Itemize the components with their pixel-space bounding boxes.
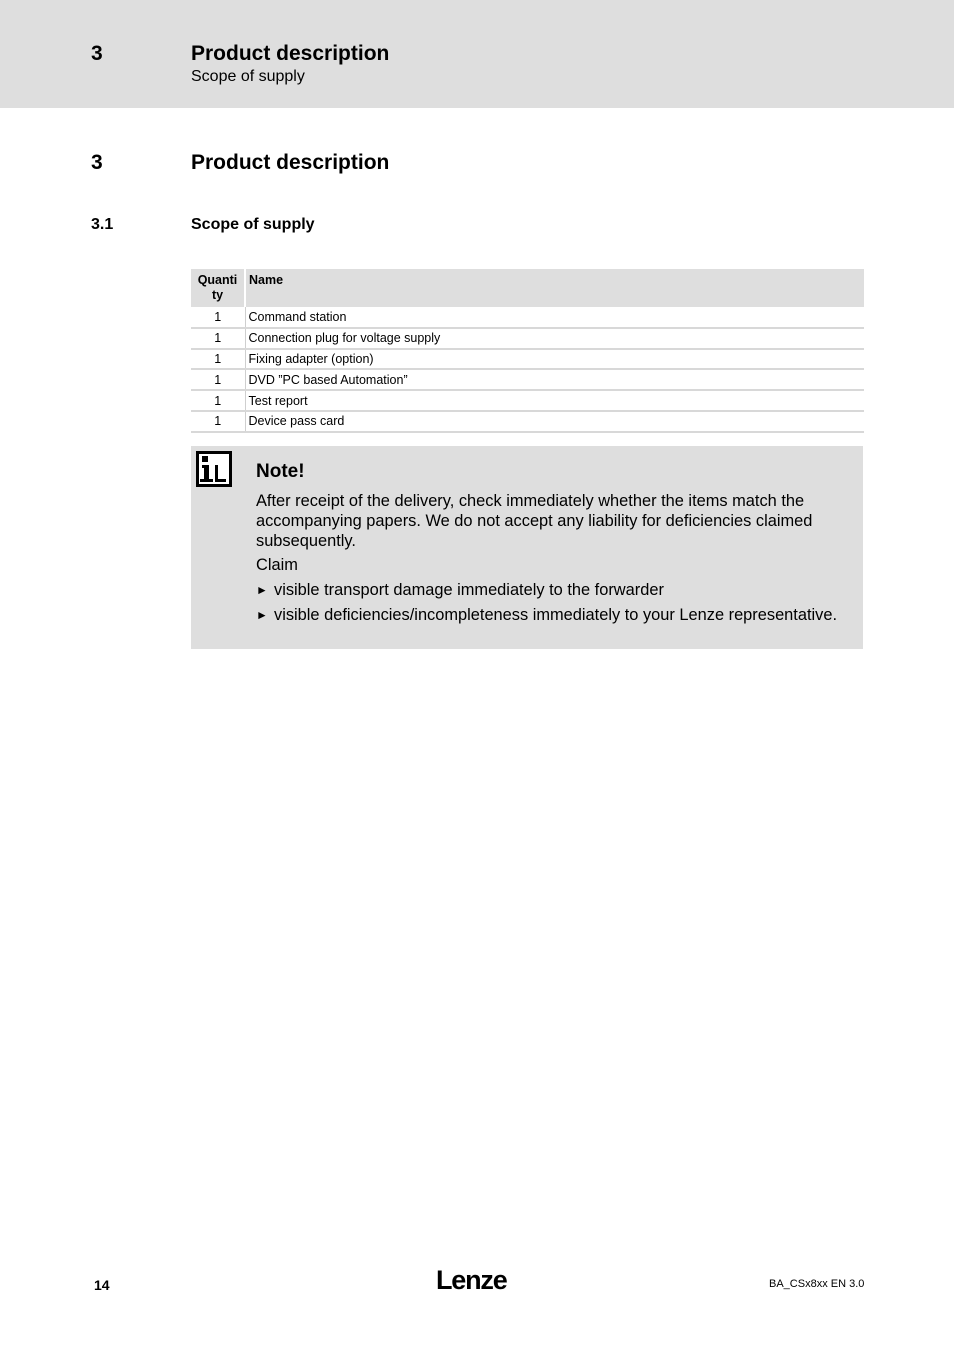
column-header-quantity: Quanti ty [191,269,245,307]
table-header-row [191,269,864,307]
name-cell: Command station [245,307,864,328]
note-text: After receipt of the delivery, check immediately whether the items match the accompanying papers. We do not accept any liability for deficiencies claimed subsequently. [256,492,813,550]
heading1-title: Product description [191,151,390,174]
heading2-title: Scope of supply [191,216,315,233]
name-cell: Device pass card [245,411,864,432]
table-row [191,369,864,390]
table-row [191,390,864,411]
note-bullet-text: visible deficiencies/incompleteness immediately to your Lenze representative. [274,606,838,624]
quantity-cell: 1 [191,328,245,349]
note-box [191,446,863,649]
quantity-cell: 1 [191,349,245,370]
page-header-band [0,0,954,108]
triangle-bullet-icon: ► [256,608,268,622]
scope-of-supply-table [191,269,864,433]
info-icon [196,451,232,487]
name-cell: DVD ”PC based Automation” [245,369,864,390]
page-number: 14 [94,1277,110,1293]
quantity-cell: 1 [191,369,245,390]
header-chapter-title: Product description [191,42,390,65]
quantity-cell: 1 [191,390,245,411]
heading1-number: 3 [91,151,103,174]
heading2-number: 3.1 [91,216,114,233]
note-claim-label: Claim [256,556,298,574]
table-row [191,349,864,370]
column-header-name: Name [245,269,864,307]
note-title: Note! [256,461,305,482]
name-cell: Connection plug for voltage supply [245,328,864,349]
table-row [191,411,864,432]
note-bullet [256,605,851,625]
svg-text:Lenze: Lenze [436,1265,507,1295]
header-section-subtitle: Scope of supply [191,68,305,85]
note-bullet-text: visible transport damage immediately to the forwarder [274,581,664,599]
triangle-bullet-icon: ► [256,583,268,597]
lenze-logo [436,1262,516,1296]
name-cell: Test report [245,390,864,411]
table-row [191,328,864,349]
quantity-cell: 1 [191,307,245,328]
name-cell: Fixing adapter (option) [245,349,864,370]
note-bullet [256,580,851,600]
table-row [191,307,864,328]
quantity-cell: 1 [191,411,245,432]
document-code: BA_CSx8xx EN 3.0 [769,1278,865,1290]
header-chapter-number: 3 [91,42,103,65]
